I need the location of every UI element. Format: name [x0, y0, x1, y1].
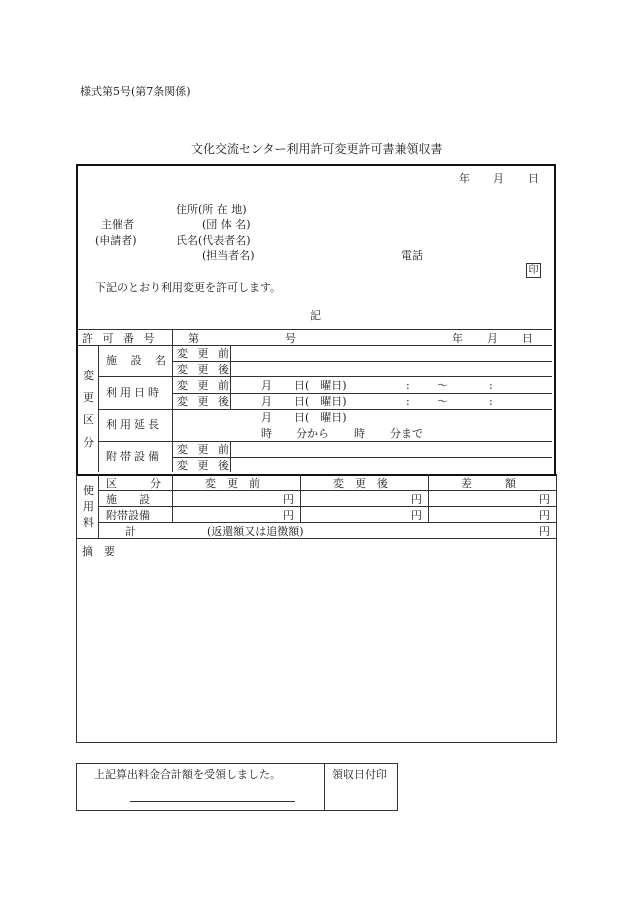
permit-number-label: 許 可 番 号 [82, 332, 158, 345]
permit-year: 年 [452, 332, 463, 345]
remarks-box [76, 538, 557, 743]
usage-after-colon2: : [489, 395, 493, 408]
fee-yen: 円 [411, 493, 422, 506]
seal-mark: 印 [526, 263, 541, 278]
change-label-char: 変 [83, 369, 94, 382]
ext-day: 日( 曜日) [294, 411, 347, 424]
permit-day: 日 [522, 332, 533, 345]
fee-yen: 円 [539, 493, 550, 506]
usage-after-tilde: 〜 [437, 395, 448, 408]
rule [78, 329, 552, 330]
before-label: 変 更 前 [177, 443, 232, 456]
rule [78, 345, 552, 346]
usage-extension-label: 利用延長 [106, 418, 162, 431]
rule [98, 441, 552, 442]
before-label: 変 更 前 [177, 347, 232, 360]
fee-yen: 円 [411, 509, 422, 522]
fee-yen: 円 [539, 525, 550, 538]
remarks-label: 摘 要 [82, 545, 115, 558]
after-label: 変 更 後 [177, 459, 232, 472]
fee-yen: 円 [283, 493, 294, 506]
fee-row-facility-label: 施 設 [106, 493, 150, 506]
receipt-stamp-label: 領収日付印 [332, 768, 387, 781]
change-label-char: 更 [83, 391, 94, 404]
phone-label: 電話 [401, 249, 423, 262]
name-label: 氏名(代表者名) [176, 234, 251, 247]
fee-total-note: (返還額又は追徴額) [207, 525, 304, 538]
fee-row-equipment-label: 附帯設備 [106, 509, 150, 522]
signature-line [130, 801, 295, 802]
rule [98, 376, 552, 377]
facility-name-label: 施 設 名 [106, 354, 171, 367]
permit-go: 号 [285, 332, 296, 345]
equipment-label: 附帯設備 [106, 450, 162, 463]
fee-header-diff: 差 額 [461, 477, 516, 490]
date-month: 月 [493, 172, 504, 185]
change-label-char: 分 [83, 436, 94, 449]
rule [300, 474, 301, 522]
receipt-text: 上記算出料金合計額を受領しました。 [94, 768, 281, 781]
organizer-label: 主催者 [101, 218, 134, 231]
address-label: 住所(所 在 地) [176, 203, 247, 216]
fee-header-before: 変 更 前 [205, 477, 260, 490]
usage-before-tilde: 〜 [437, 379, 448, 392]
document-title: 文化交流センター利用許可変更許可書兼領収書 [191, 142, 443, 156]
contact-label: (担当者名) [202, 249, 255, 262]
ki-label: 記 [310, 309, 321, 322]
fee-label-char: 料 [83, 516, 94, 529]
rule [172, 329, 173, 472]
permit-dai: 第 [188, 332, 199, 345]
rule [98, 474, 99, 538]
usage-before-colon2: : [489, 379, 493, 392]
fee-yen: 円 [539, 509, 550, 522]
fee-total-label: 計 [125, 525, 136, 538]
ext-to: 分まで [390, 427, 423, 440]
rule [172, 361, 552, 362]
rule [172, 393, 552, 394]
after-label: 変 更 後 [177, 395, 232, 408]
before-label: 変 更 前 [177, 379, 232, 392]
rule [76, 474, 77, 538]
permit-month: 月 [487, 332, 498, 345]
ext-hour2: 時 [354, 427, 365, 440]
rule [98, 409, 552, 410]
rule [556, 474, 557, 538]
rule [98, 345, 99, 472]
usage-after-colon: : [406, 395, 410, 408]
usage-after-day: 日( 曜日) [294, 395, 347, 408]
fee-label-char: 用 [83, 500, 94, 513]
rule [172, 474, 173, 522]
date-day: 日 [528, 172, 539, 185]
applicant-label: (申請者) [95, 234, 137, 247]
rule [98, 490, 556, 491]
fee-header-after: 変 更 後 [333, 477, 388, 490]
rule [428, 474, 429, 522]
ext-month: 月 [261, 411, 272, 424]
form-number: 様式第5号(第7条関係) [80, 85, 191, 98]
usage-before-month: 月 [261, 379, 272, 392]
rule [172, 457, 552, 458]
change-label-char: 区 [83, 413, 94, 426]
fee-label-char: 使 [83, 484, 94, 497]
usage-after-month: 月 [261, 395, 272, 408]
permit-notice: 下記のとおり利用変更を許可します。 [95, 281, 282, 294]
rule [98, 522, 556, 523]
after-label: 変 更 後 [177, 363, 232, 376]
group-label: (団 体 名) [202, 218, 251, 231]
ext-hour: 時 [261, 427, 272, 440]
rule [98, 506, 556, 507]
usage-before-day: 日( 曜日) [294, 379, 347, 392]
ext-from: 分から [296, 427, 329, 440]
date-year: 年 [459, 172, 470, 185]
fee-yen: 円 [283, 509, 294, 522]
rule [324, 763, 325, 811]
usage-datetime-label: 利用日時 [106, 386, 162, 399]
fee-header-category: 区 分 [106, 477, 161, 490]
usage-before-colon: : [406, 379, 410, 392]
